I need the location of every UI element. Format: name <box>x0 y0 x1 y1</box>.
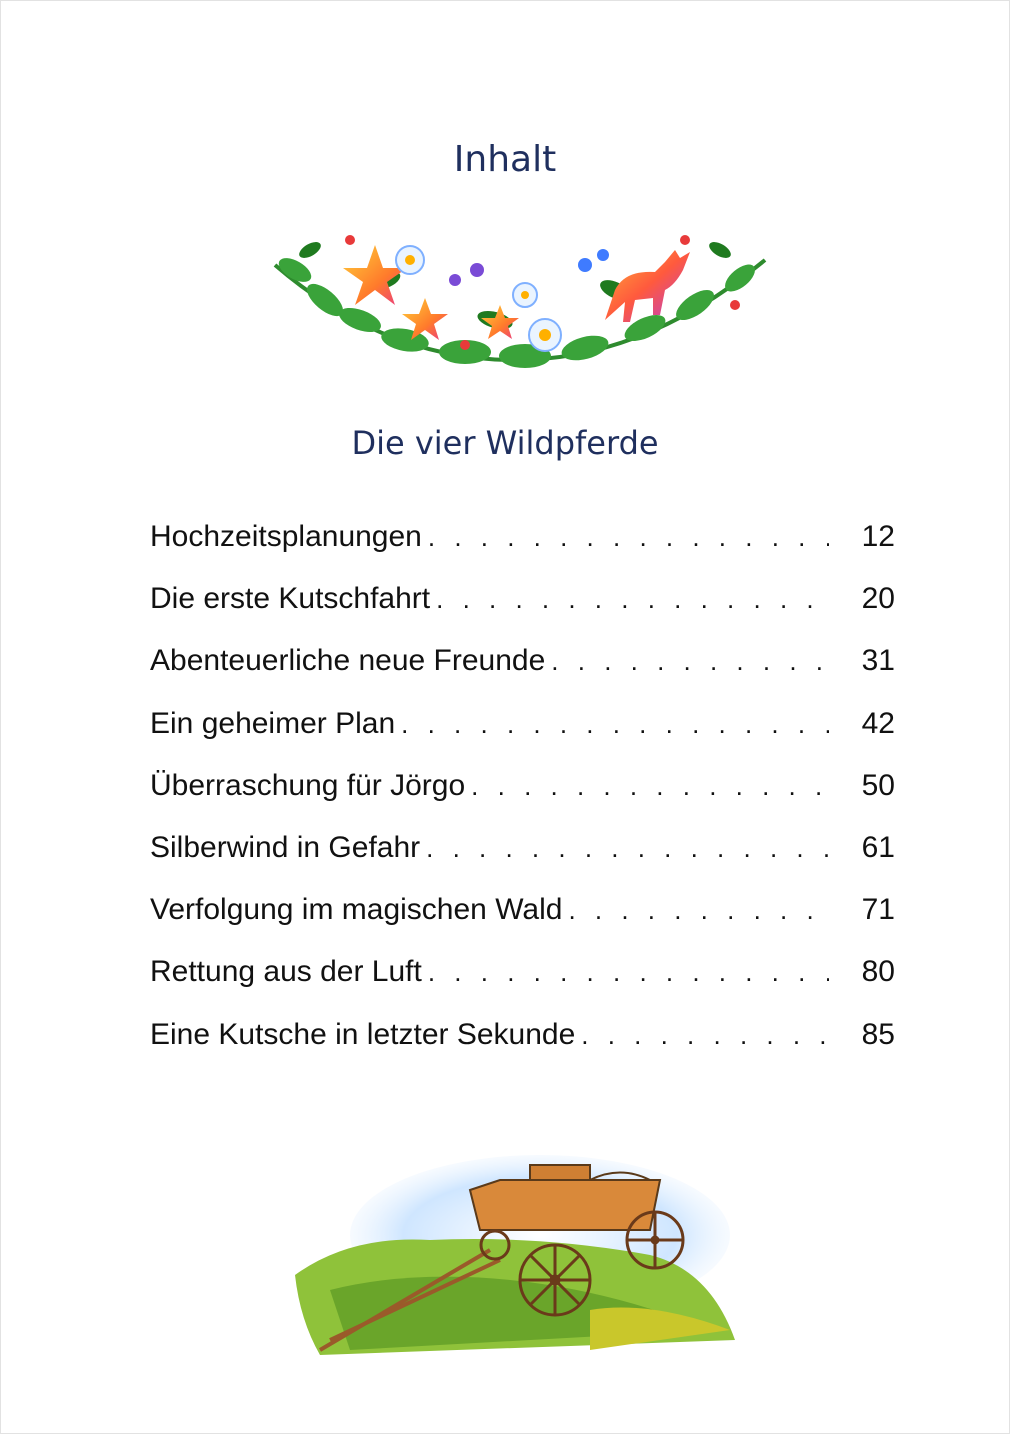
toc-entry-page-number: 42 <box>861 706 895 740</box>
toc-entry <box>150 766 895 828</box>
toc-entry <box>150 1015 895 1077</box>
toc-entry-title: Verfolgung im magischen Wald <box>150 893 563 927</box>
toc-entry-title: Eine Kutsche in letzter Sekunde <box>150 1017 576 1051</box>
toc-leader-dots <box>426 828 829 868</box>
page-title: Inhalt <box>453 139 557 180</box>
toc-leader-dots <box>428 952 829 992</box>
toc-entry-title: Silberwind in Gefahr <box>150 830 421 864</box>
star-icon <box>481 305 519 339</box>
toc-entry <box>150 952 895 1014</box>
toc-entry-page-number: 31 <box>861 644 895 678</box>
toc-leader-dots <box>436 579 829 619</box>
toc-entry-title: Die erste Kutschfahrt <box>150 582 431 616</box>
toc-entry <box>150 704 895 766</box>
toc-leader-dots <box>568 890 829 930</box>
toc-entry-page-number: 85 <box>861 1017 895 1051</box>
flower-garland-illustration <box>265 210 775 385</box>
carriage-illustration <box>290 1140 740 1365</box>
toc-entry-page-number: 12 <box>861 520 895 553</box>
toc-entry <box>150 641 895 703</box>
toc-entry-page-number: 61 <box>861 830 895 864</box>
toc-leader-dots <box>471 766 829 806</box>
toc-leader-dots <box>551 641 829 681</box>
toc-entry <box>150 517 895 579</box>
toc-entry-page-number: 80 <box>861 955 895 989</box>
toc-entry-title: Überraschung für Jörgo <box>150 768 466 802</box>
table-of-contents <box>150 517 895 1077</box>
section-title: Die vier Wildpferde <box>351 424 659 462</box>
toc-entry-title: Rettung aus der Luft <box>150 955 422 989</box>
toc-entry <box>150 828 895 890</box>
toc-entry <box>150 579 895 641</box>
toc-leader-dots <box>428 517 829 557</box>
toc-entry-title: Hochzeitsplanungen <box>150 520 422 553</box>
toc-leader-dots <box>401 704 829 744</box>
toc-leader-dots <box>581 1015 829 1055</box>
toc-entry-page-number: 50 <box>861 768 895 802</box>
toc-entry <box>150 890 895 952</box>
toc-entry-page-number: 71 <box>861 893 895 927</box>
toc-entry-page-number: 20 <box>861 582 895 616</box>
toc-entry-title: Abenteuerliche neue Freunde <box>150 644 546 678</box>
toc-entry-title: Ein geheimer Plan <box>150 706 396 740</box>
